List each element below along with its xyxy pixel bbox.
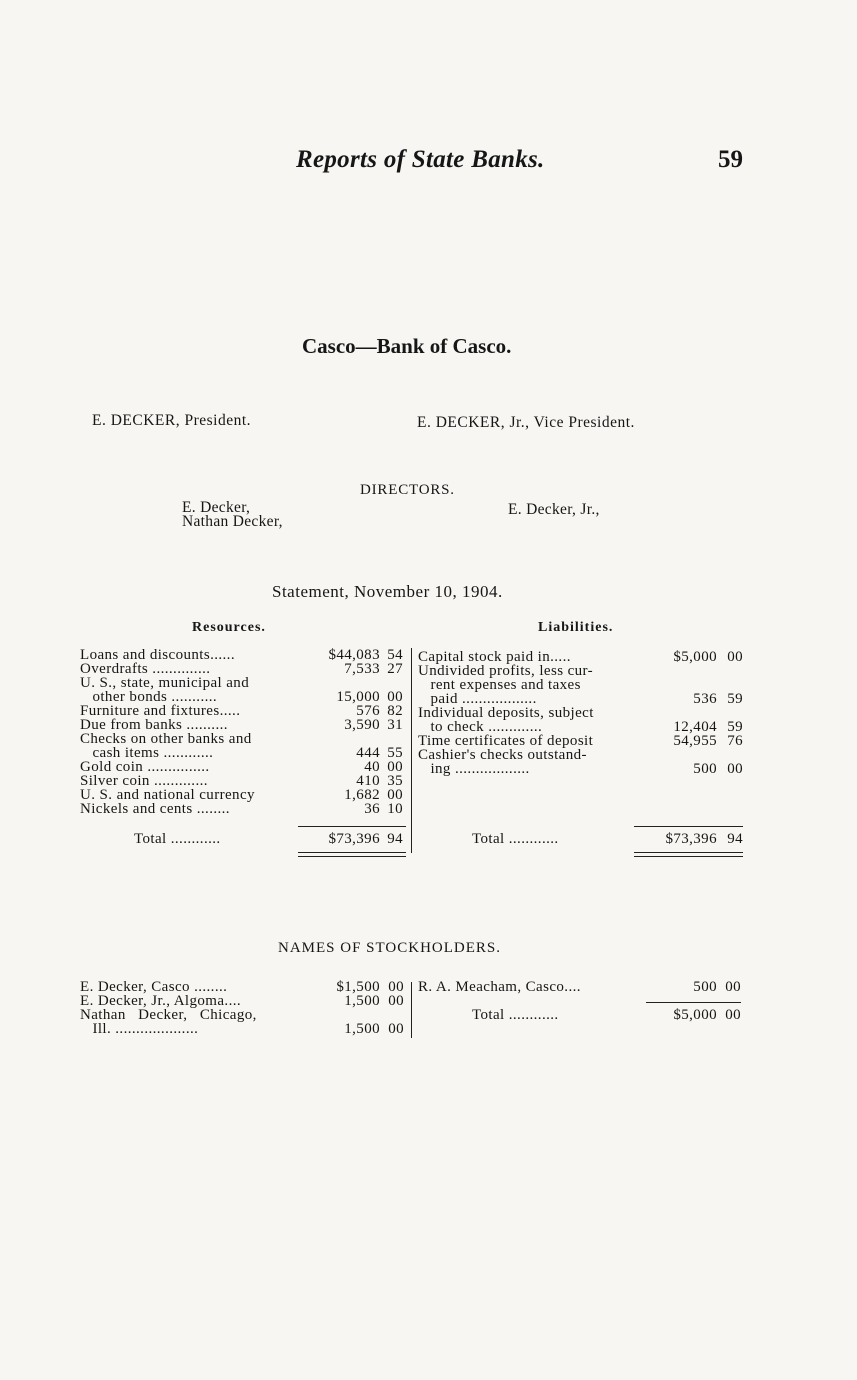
line-item-label: U. S., state, municipal and xyxy=(80,676,250,690)
line-item-label: other bonds ........... xyxy=(80,690,218,704)
line-item-label: E. Decker, Casco ........ xyxy=(80,980,228,994)
total-row xyxy=(80,832,410,846)
line-item-cents: 82 xyxy=(387,703,403,719)
liabilities-row xyxy=(418,678,748,692)
line-item-label: ing .................. xyxy=(418,762,530,776)
statement-title: Statement, November 10, 1904. xyxy=(272,582,503,601)
total-label: Total ............ xyxy=(134,832,221,846)
line-item-dollars: 40 xyxy=(364,759,380,775)
total-dollars: $5,000 xyxy=(673,1007,717,1023)
line-item-dollars: 500 xyxy=(693,761,717,777)
directors-heading: DIRECTORS. xyxy=(360,482,455,498)
line-item-label: Capital stock paid in..... xyxy=(418,650,571,664)
line-item-label: Furniture and fixtures..... xyxy=(80,704,241,718)
line-item-dollars: 15,000 xyxy=(336,689,380,705)
line-item-cents: 35 xyxy=(387,773,403,789)
liabilities-row xyxy=(418,748,748,762)
column-divider xyxy=(411,648,412,853)
line-item-dollars: $1,500 xyxy=(336,979,380,995)
line-item-label: Nathan Decker, Chicago, xyxy=(80,1008,257,1022)
director-name: Nathan Decker, xyxy=(182,513,283,530)
line-item-label: paid .................. xyxy=(418,692,537,706)
line-item-dollars: 7,533 xyxy=(344,661,380,677)
resources-row xyxy=(80,732,410,746)
line-item-dollars: 576 xyxy=(356,703,380,719)
liabilities-row xyxy=(418,706,748,720)
line-item-dollars: 12,404 xyxy=(673,719,717,735)
total-row xyxy=(418,1008,748,1022)
line-item-cents: 00 xyxy=(388,993,404,1009)
stockholder-row xyxy=(80,1008,410,1022)
resources-row xyxy=(80,676,410,690)
officer-president: E. DECKER, President. xyxy=(92,412,252,429)
bank-title: Casco—Bank of Casco. xyxy=(302,334,512,358)
resources-heading: Resources. xyxy=(192,620,266,635)
resources-row xyxy=(80,690,410,704)
stockholder-row xyxy=(80,980,410,994)
total-dollars: $73,396 xyxy=(328,831,380,847)
line-item-dollars: 536 xyxy=(693,691,717,707)
total-double-rule xyxy=(298,852,406,853)
liabilities-row xyxy=(418,692,748,706)
liabilities-row xyxy=(418,762,748,776)
line-item-label: Individual deposits, subject xyxy=(418,706,594,720)
line-item-dollars: $44,083 xyxy=(328,647,380,663)
line-item-cents: 59 xyxy=(727,691,743,707)
line-item-label: rent expenses and taxes xyxy=(418,678,581,692)
stockholder-row xyxy=(80,994,410,1008)
stockholder-row xyxy=(80,1022,410,1036)
total-dollars: $73,396 xyxy=(665,831,717,847)
total-label: Total ............ xyxy=(472,1008,559,1022)
total-rule xyxy=(298,826,406,827)
total-rule xyxy=(634,826,743,827)
line-item-label: Loans and discounts...... xyxy=(80,648,235,662)
stockholder-row xyxy=(418,980,748,994)
line-item-dollars: 444 xyxy=(356,745,380,761)
liabilities-row xyxy=(418,720,748,734)
line-item-dollars: 500 xyxy=(693,979,717,995)
line-item-label: Time certificates of deposit xyxy=(418,734,594,748)
line-item-cents: 55 xyxy=(387,745,403,761)
stockholders-total-rule xyxy=(646,1002,741,1003)
page-number: 59 xyxy=(718,146,743,173)
director-name: E. Decker, Jr., xyxy=(508,501,600,518)
line-item-cents: 00 xyxy=(387,689,403,705)
line-item-label: Silver coin ............. xyxy=(80,774,208,788)
line-item-label: Undivided profits, less cur- xyxy=(418,664,594,678)
total-double-rule xyxy=(298,856,406,857)
line-item-cents: 00 xyxy=(388,979,404,995)
resources-row xyxy=(80,704,410,718)
line-item-dollars: 1,500 xyxy=(344,1021,380,1037)
resources-row xyxy=(80,648,410,662)
liabilities-row xyxy=(418,734,748,748)
line-item-label: R. A. Meacham, Casco.... xyxy=(418,980,581,994)
line-item-cents: 10 xyxy=(387,801,403,817)
stockholders-divider xyxy=(411,982,412,1038)
line-item-label: Ill. .................... xyxy=(80,1022,199,1036)
total-double-rule xyxy=(634,852,743,853)
stockholders-heading: NAMES OF STOCKHOLDERS. xyxy=(278,940,502,956)
line-item-dollars: 1,500 xyxy=(344,993,380,1009)
officer-vice-president: E. DECKER, Jr., Vice President. xyxy=(417,414,635,431)
line-item-label: E. Decker, Jr., Algoma.... xyxy=(80,994,242,1008)
resources-row xyxy=(80,662,410,676)
line-item-cents: 00 xyxy=(387,759,403,775)
line-item-dollars: $5,000 xyxy=(673,649,717,665)
total-label: Total ............ xyxy=(472,832,559,846)
resources-row xyxy=(80,760,410,774)
line-item-label: Overdrafts .............. xyxy=(80,662,211,676)
resources-row xyxy=(80,802,410,816)
line-item-label: cash items ............ xyxy=(80,746,214,760)
line-item-label: Due from banks .......... xyxy=(80,718,228,732)
liabilities-row xyxy=(418,650,748,664)
line-item-cents: 00 xyxy=(725,979,741,995)
line-item-cents: 31 xyxy=(387,717,403,733)
director-name: E. Decker, xyxy=(182,499,251,516)
total-cents: 94 xyxy=(727,831,743,847)
total-cents: 00 xyxy=(725,1007,741,1023)
line-item-label: Cashier's checks outstand- xyxy=(418,748,587,762)
line-item-label: Nickels and cents ........ xyxy=(80,802,230,816)
total-cents: 94 xyxy=(387,831,403,847)
line-item-label: to check ............. xyxy=(418,720,543,734)
line-item-dollars: 410 xyxy=(356,773,380,789)
line-item-label: Checks on other banks and xyxy=(80,732,252,746)
line-item-label: Gold coin ............... xyxy=(80,760,210,774)
line-item-cents: 27 xyxy=(387,661,403,677)
line-item-cents: 00 xyxy=(727,649,743,665)
resources-row xyxy=(80,788,410,802)
line-item-cents: 00 xyxy=(388,1021,404,1037)
line-item-label: U. S. and national currency xyxy=(80,788,255,802)
liabilities-heading: Liabilities. xyxy=(538,620,614,635)
line-item-cents: 00 xyxy=(387,787,403,803)
resources-row xyxy=(80,718,410,732)
liabilities-row xyxy=(418,664,748,678)
total-row xyxy=(418,832,748,846)
resources-row xyxy=(80,774,410,788)
resources-row xyxy=(80,746,410,760)
running-header-title: Reports of State Banks. xyxy=(296,146,545,173)
line-item-dollars: 36 xyxy=(364,801,380,817)
line-item-cents: 76 xyxy=(727,733,743,749)
line-item-dollars: 3,590 xyxy=(344,717,380,733)
line-item-cents: 59 xyxy=(727,719,743,735)
line-item-dollars: 54,955 xyxy=(673,733,717,749)
line-item-dollars: 1,682 xyxy=(344,787,380,803)
line-item-cents: 00 xyxy=(727,761,743,777)
total-double-rule xyxy=(634,856,743,857)
line-item-cents: 54 xyxy=(387,647,403,663)
